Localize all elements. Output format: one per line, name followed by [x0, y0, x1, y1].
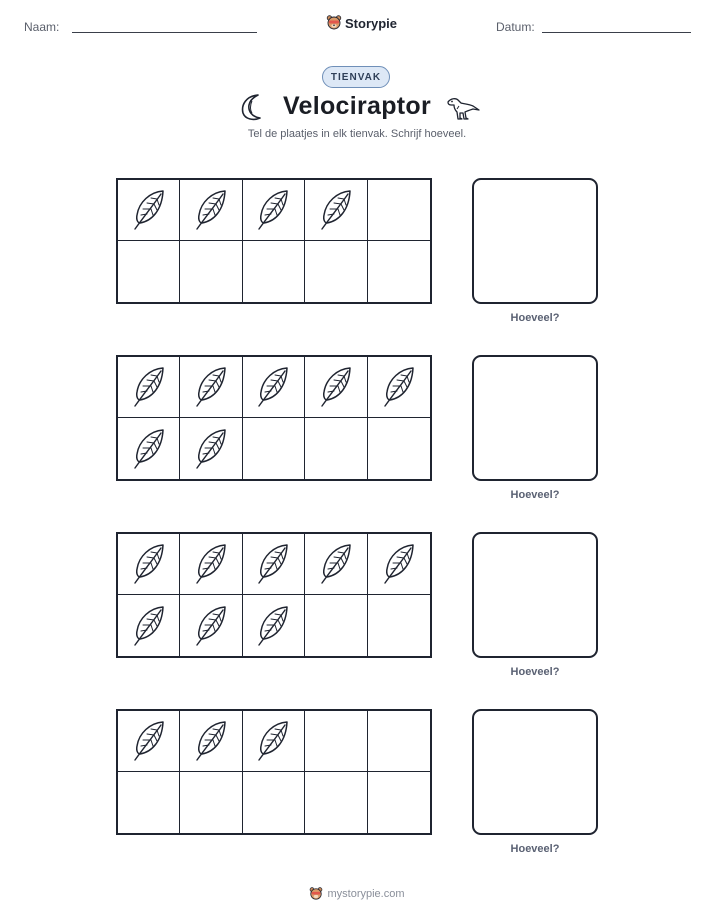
feather-icon [192, 427, 230, 471]
ten-frame-cell [243, 241, 305, 302]
answer-label-4: Hoeveel? [510, 843, 560, 855]
ten-frame-cell [368, 357, 430, 418]
date-line[interactable] [542, 32, 691, 33]
ten-frame-cell [118, 711, 180, 772]
ten-frame-cell [243, 418, 305, 479]
feather-icon [254, 365, 292, 409]
name-label: Naam: [24, 20, 60, 34]
feather-icon [254, 719, 292, 763]
ten-frame-cell [118, 595, 180, 656]
feather-icon [254, 604, 292, 648]
name-line[interactable] [72, 32, 257, 33]
answer-box-3[interactable] [472, 532, 598, 658]
feather-icon [317, 365, 355, 409]
ten-frame-cell [368, 534, 430, 595]
answer-label-2: Hoeveel? [510, 489, 560, 501]
feather-icon [192, 542, 230, 586]
ten-frame-cell [305, 180, 367, 241]
feather-icon [317, 542, 355, 586]
brand-name: Storypie [345, 15, 398, 31]
ten-frame-cell [118, 357, 180, 418]
feather-icon [130, 542, 168, 586]
answer-box-2[interactable] [472, 355, 598, 481]
feather-icon [317, 188, 355, 232]
ten-frame-3 [116, 532, 432, 658]
feather-icon [130, 604, 168, 648]
ten-frame-cell [305, 772, 367, 833]
answer-label-3: Hoeveel? [510, 666, 560, 678]
ten-frame-cell [243, 534, 305, 595]
ten-frame-cell [243, 595, 305, 656]
ten-frame-cell [180, 772, 242, 833]
ten-frame-cell [118, 534, 180, 595]
ten-frame-cell [368, 180, 430, 241]
feather-icon [380, 542, 418, 586]
instructions: Tel de plaatjes in elk tienvak. Schrijf hoeveel. [247, 128, 467, 140]
ten-frame-cell [180, 357, 242, 418]
feather-icon [380, 365, 418, 409]
ten-frame-cell [368, 711, 430, 772]
answer-box-4[interactable] [472, 709, 598, 835]
worksheet-type-badge: TIENVAK [322, 66, 390, 88]
ten-frame-cell [305, 534, 367, 595]
ten-frame-cell [180, 418, 242, 479]
ten-frame-2 [116, 355, 432, 481]
ten-frame-cell [243, 772, 305, 833]
ten-frame-cell [243, 357, 305, 418]
ten-frame-cell [305, 357, 367, 418]
ten-frame-cell [118, 772, 180, 833]
ten-frame-cell [305, 711, 367, 772]
ten-frame-cell [368, 595, 430, 656]
ten-frame-cell [180, 534, 242, 595]
ten-frame-cell [243, 180, 305, 241]
ten-frame-cell [368, 241, 430, 302]
storypie-logo [326, 14, 397, 32]
feather-icon [130, 427, 168, 471]
feather-icon [254, 542, 292, 586]
feather-icon [130, 719, 168, 763]
page-title: Velociraptor [282, 92, 432, 120]
footer-url: mystorypie.com [327, 888, 405, 900]
ten-frame-cell [180, 241, 242, 302]
bear-mascot-icon [309, 886, 323, 902]
feather-icon [130, 365, 168, 409]
feather-icon [192, 719, 230, 763]
ten-frame-cell [180, 595, 242, 656]
raptor-icon [445, 92, 481, 122]
feather-icon [192, 604, 230, 648]
feather-icon [254, 188, 292, 232]
feather-icon [130, 188, 168, 232]
ten-frame-cell [305, 595, 367, 656]
feather-icon [192, 365, 230, 409]
ten-frame-cell [118, 180, 180, 241]
answer-label-1: Hoeveel? [510, 312, 560, 324]
bear-mascot-icon [326, 14, 342, 32]
ten-frame-cell [368, 418, 430, 479]
feather-icon [192, 188, 230, 232]
ten-frame-cell [305, 418, 367, 479]
ten-frame-cell [118, 418, 180, 479]
footer [0, 886, 714, 902]
ten-frame-cell [180, 180, 242, 241]
date-label: Datum: [496, 20, 535, 34]
answer-box-1[interactable] [472, 178, 598, 304]
ten-frame-4 [116, 709, 432, 835]
ten-frame-cell [118, 241, 180, 302]
ten-frame-cell [243, 711, 305, 772]
ten-frame-cell [368, 772, 430, 833]
ten-frame-1 [116, 178, 432, 304]
ten-frame-cell [180, 711, 242, 772]
ten-frame-cell [305, 241, 367, 302]
